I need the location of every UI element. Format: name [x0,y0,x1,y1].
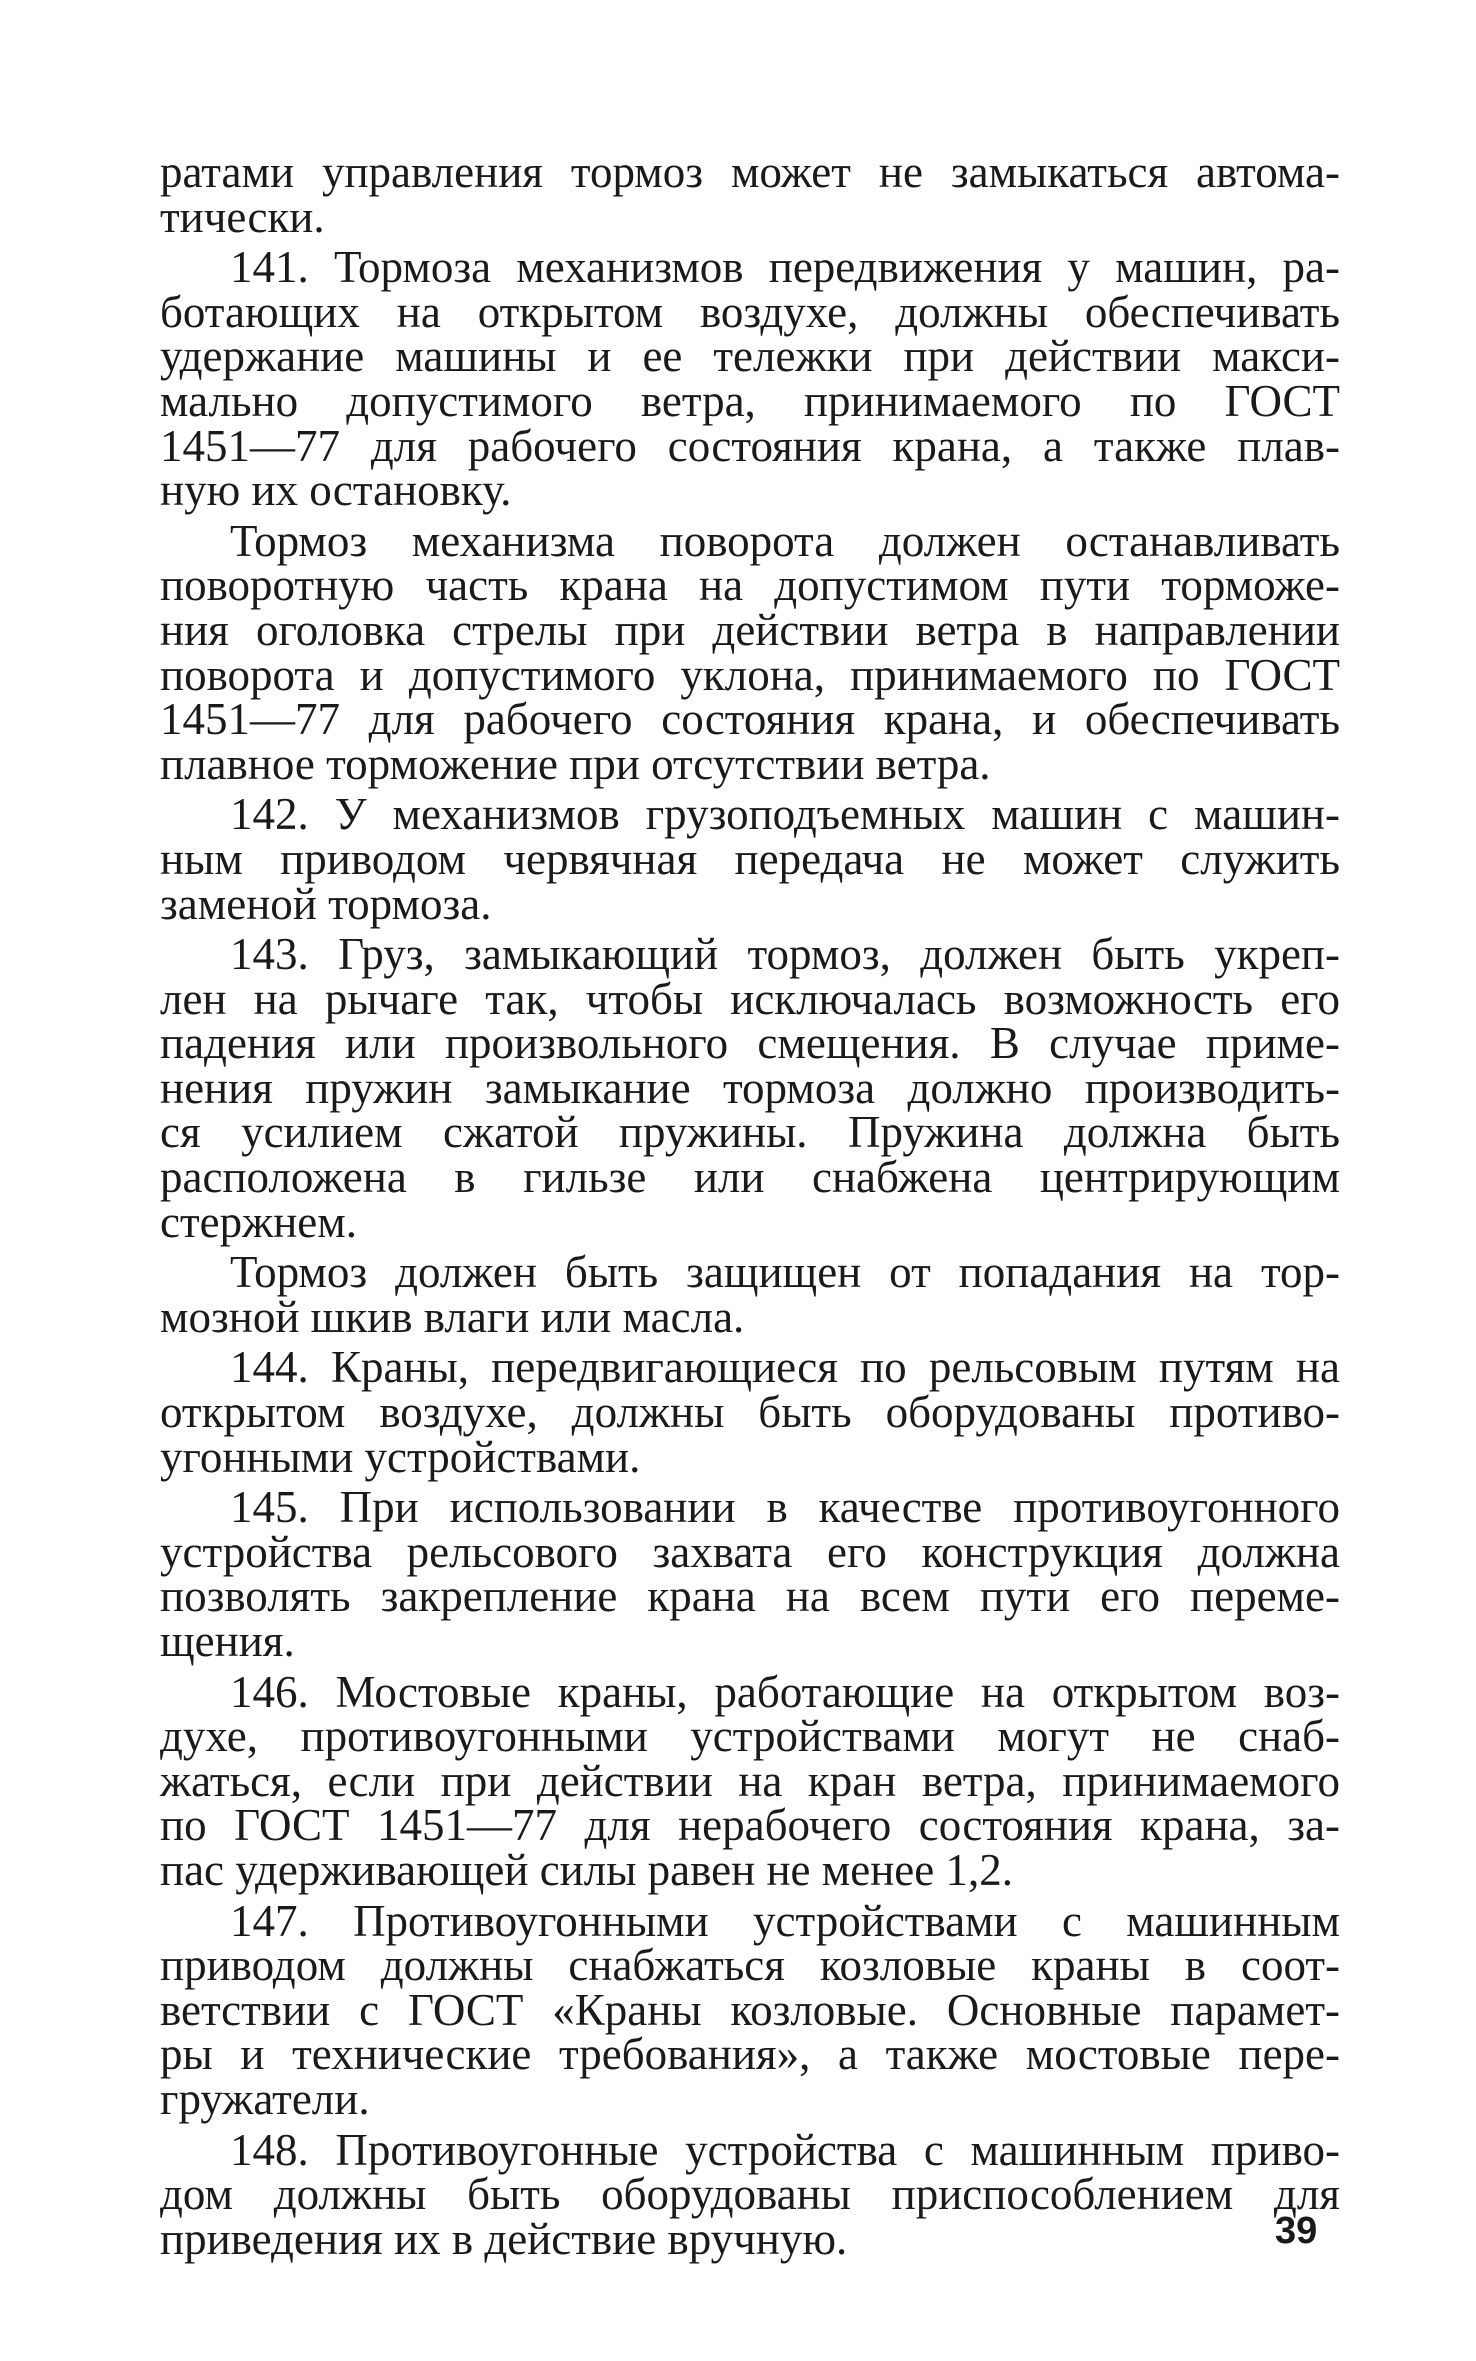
paragraph-142 [160,789,1340,929]
text-line: лен на рычаге так, чтобы исключалась возможность его [160,973,1340,1024]
paragraph-148 [160,2124,1340,2264]
text-line: по ГОСТ 1451—77 для нерабочего состояния крана, за- [160,1800,1340,1851]
text-line: мозной шкив влаги или масла. [160,1291,745,1342]
text-line: 142. У механизмов грузоподъемных машин с машин- [230,789,1340,840]
page-body [160,147,1340,2267]
text-line: плавное торможение при отсутствии ветра. [160,738,991,789]
text-line: ния оголовка стрелы при действии ветра в направлении [160,604,1340,655]
paragraph-146 [160,1666,1340,1895]
text-line: ботающих на открытом воздухе, должны обеспечивать [160,286,1340,337]
paragraph-141 [160,242,1340,516]
text-line: приведения их в действие вручную. [160,2213,848,2264]
text-line: расположена в гильзе или снабжена центрирующим [160,1152,1340,1203]
text-line: приводом должны снабжаться козловые краны в соот- [160,1940,1340,1991]
text-line: мально допустимого ветра, принимаемого по ГОСТ [160,375,1340,426]
paragraph-147 [160,1895,1340,2124]
text-line: удержание машины и ее тележки при действии макси- [160,331,1340,382]
text-line: 1451—77 для рабочего состояния крана, а также плав- [160,420,1340,471]
text-line: пас удерживающей силы равен не менее 1,2. [160,1844,1013,1895]
text-line: ветствии с ГОСТ «Краны козловые. Основные парамет- [160,1984,1340,2035]
paragraph-143 [160,929,1340,1247]
text-line: 146. Мостовые краны, работающие на открытом воз- [230,1666,1340,1717]
paragraph-145 [160,1482,1340,1666]
text-line: стержнем. [160,1196,357,1247]
text-line: нения пружин замыкание тормоза должно производить- [160,1062,1340,1113]
text-line: Тормоз должен быть защищен от попадания на тор- [230,1247,1340,1298]
text-line: тически. [160,191,325,242]
paragraph-143-brake-protection [160,1247,1340,1342]
text-line: открытом воздухе, должны быть оборудованы противо- [160,1387,1340,1438]
text-line: ратами управления тормоз может не замыкаться автома- [160,147,1340,197]
paragraph-continuation [160,147,1340,242]
text-line: жаться, если при действии на кран ветра, принимаемого [160,1755,1340,1806]
text-line: падения или произвольного смещения. В случае приме- [160,1018,1340,1069]
text-line: щения. [160,1616,295,1666]
text-line: 147. Противоугонными устройствами с машинным [230,1895,1340,1946]
text-line: ным приводом червячная передача не может служить [160,833,1340,884]
text-line: поворотную часть крана на допустимом пути торможе- [160,560,1340,611]
text-line: угонными устройствами. [160,1431,641,1482]
text-line: дом должны быть оборудованы приспособлением для [160,2169,1340,2220]
text-line: ся усилием сжатой пружины. Пружина должна быть [160,1107,1340,1158]
text-line: заменой тормоза. [160,878,492,929]
text-line: духе, противоугонными устройствами могут не снаб- [160,1711,1340,1762]
text-line: устройства рельсового захвата его конструкция должна [160,1526,1340,1577]
text-line: гружатели. [160,2073,370,2124]
text-line: позволять закрепление крана на всем пути его переме- [160,1571,1340,1622]
text-line: ры и технические требования», а также мостовые пере- [160,2029,1340,2080]
text-line: 141. Тормоза механизмов передвижения у машин, ра- [230,242,1340,293]
paragraph-141-rotation-brake [160,515,1340,789]
paragraph-144 [160,1342,1340,1482]
text-line: 148. Противоугонные устройства с машинным приво- [230,2124,1340,2175]
text-line: Тормоз механизма поворота должен останавливать [230,515,1340,566]
text-line: 143. Груз, замыкающий тормоз, должен быть укреп- [230,929,1340,980]
text-line: ную их остановку. [160,465,512,516]
text-line: 145. При использовании в качестве противоугонного [230,1482,1340,1533]
page-number: 39 [1275,2210,1318,2252]
text-line: поворота и допустимого уклона, принимаемого по ГОСТ [160,649,1340,700]
text-line: 1451—77 для рабочего состояния крана, и обеспечивать [160,694,1340,745]
text-line: 144. Краны, передвигающиеся по рельсовым путям на [230,1342,1340,1393]
